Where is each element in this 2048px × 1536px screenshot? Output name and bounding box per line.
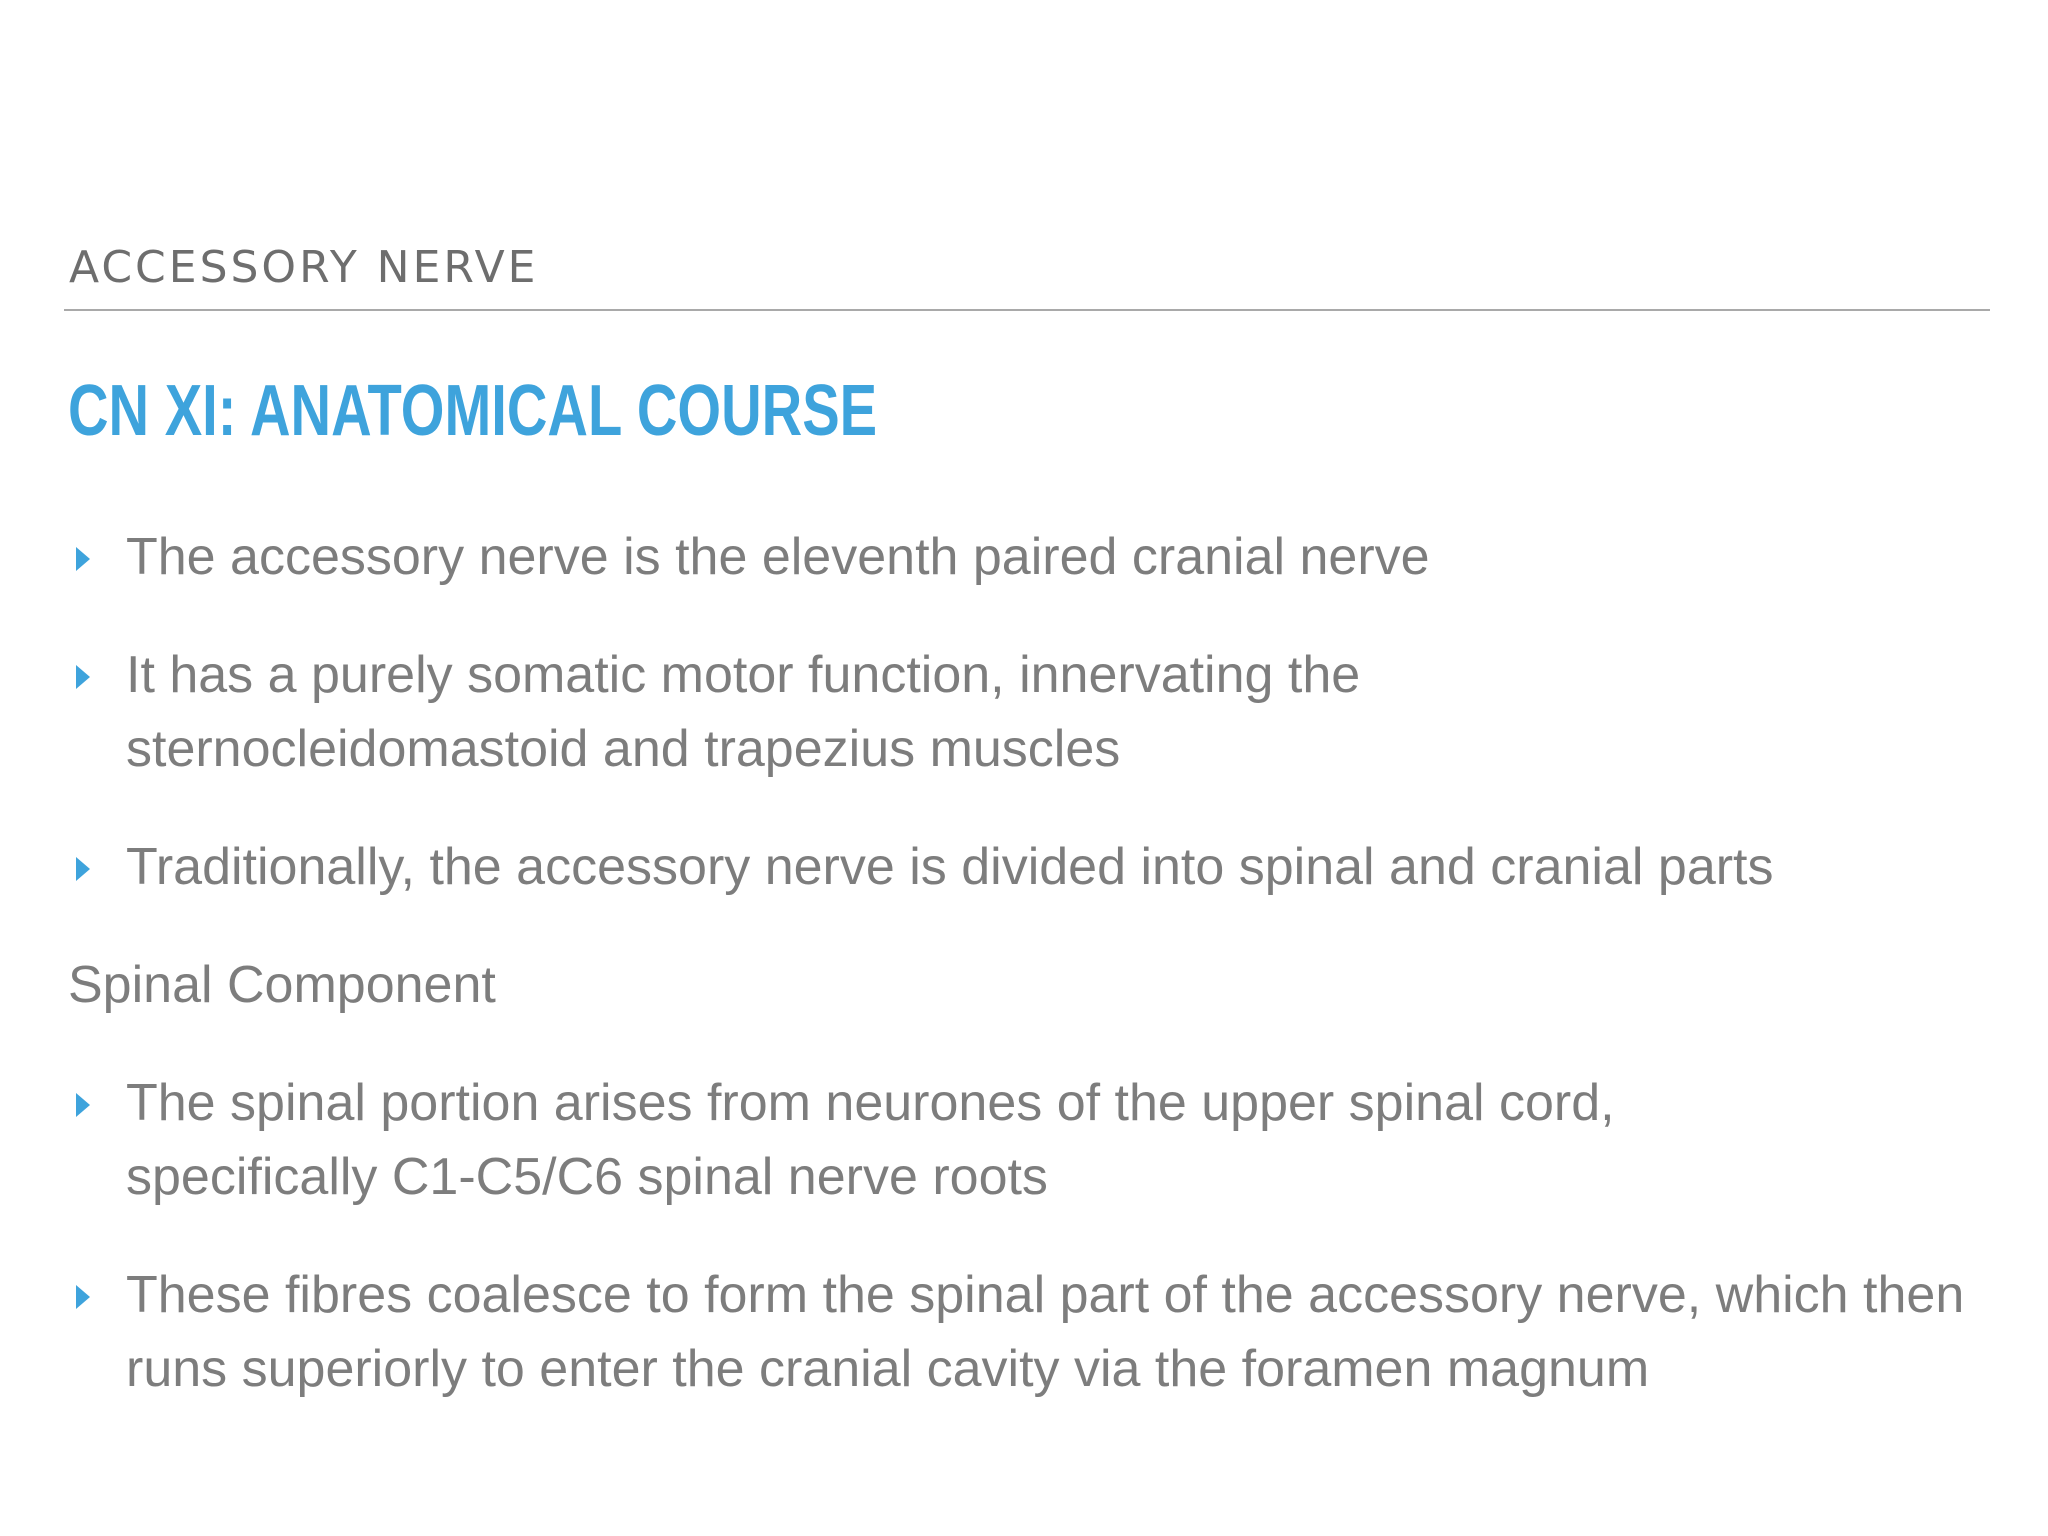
triangle-bullet-icon	[76, 547, 90, 571]
slide-title: CN XI: ANATOMICAL COURSE	[68, 371, 878, 451]
bullet-item	[68, 638, 2008, 786]
bullet-item	[68, 830, 2008, 904]
triangle-bullet-icon	[76, 1285, 90, 1309]
subheading-spinal-component: Spinal Component	[68, 956, 496, 1014]
bullet-item	[68, 1066, 2008, 1214]
bullet-text: Traditionally, the accessory nerve is divided into spinal and cranial parts	[126, 838, 1774, 896]
triangle-bullet-icon	[76, 1093, 90, 1117]
bullet-text: It has a purely somatic motor function, innervating the sternocleidomastoid and trapezius muscles	[126, 646, 1361, 778]
slide-content	[68, 520, 2008, 1406]
bullet-text: The spinal portion arises from neurones of the upper spinal cord, specifically C1-C5/C6 spinal nerve roots	[126, 1074, 1615, 1206]
bullet-text: The accessory nerve is the eleventh paired cranial nerve	[126, 528, 1430, 586]
bullet-text: These fibres coalesce to form the spinal part of the accessory nerve, which then runs superiorly to enter the cranial cavity via the foramen magnum	[126, 1266, 1965, 1398]
triangle-bullet-icon	[76, 665, 90, 689]
triangle-bullet-icon	[76, 857, 90, 881]
bullet-item	[68, 1258, 2008, 1406]
section-label: ACCESSORY NERVE	[69, 242, 539, 293]
header-divider	[64, 309, 1990, 311]
bullet-item	[68, 520, 2008, 594]
